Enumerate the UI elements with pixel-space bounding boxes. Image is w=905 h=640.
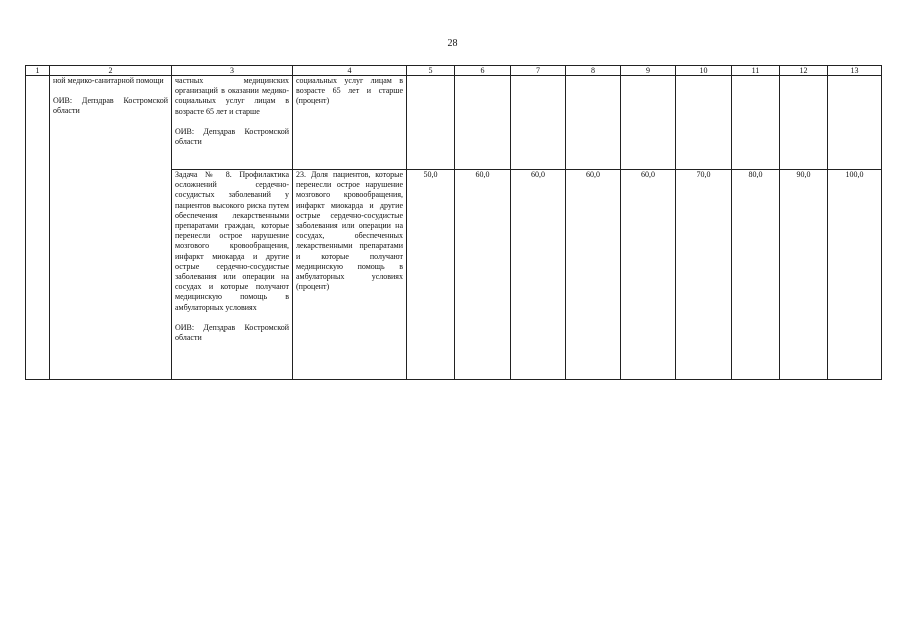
value-cell: 60,0 <box>511 170 566 380</box>
indicator-cell <box>293 170 407 380</box>
value-cell <box>455 76 511 170</box>
program-cell <box>50 76 172 380</box>
value-cell <box>780 76 828 170</box>
indicator-text: 23. Доля пациентов, которые перенесли острое нарушение мозгового кровообращения, инфаркт миокарда и другие острые сердечно-сосудистые заболевания или операции на сосудах, обеспеченных лекарственными препаратами и которые получают медицинскую помощь в амбулаторных условиях (процент) <box>296 170 403 292</box>
column-header: 2 <box>50 66 172 76</box>
value-cell <box>621 76 676 170</box>
indicator-text: социальных услуг лицам в возрасте 65 лет и старше (процент) <box>296 76 403 106</box>
value-cell: 70,0 <box>676 170 732 380</box>
column-header: 7 <box>511 66 566 76</box>
task-text: Задача № 8. Профилактика осложнений сердечно-сосудистых заболеваний у пациентов высокого риска путем обеспечения лекарственными препаратами граждан, которые перенесли острое нарушение мозгового кровообращения, инфаркт миокарда и другие острые сердечно-сосудистые заболевания или операции на сосудах и которые получают медицинскую помощь в амбулаторных условиях <box>175 170 289 312</box>
program-owner: ОИВ: Депздрав Костромской области <box>53 96 168 116</box>
value-cell <box>676 76 732 170</box>
column-number-row <box>26 66 882 76</box>
page-number: 28 <box>447 38 458 49</box>
task-text: частных медицинских организаций в оказании медико-социальных услуг лицам в возрасте 65 лет и старше <box>175 76 289 116</box>
value-cell <box>511 76 566 170</box>
value-cell <box>407 76 455 170</box>
column-header: 10 <box>676 66 732 76</box>
value-cell <box>732 76 780 170</box>
column-header: 5 <box>407 66 455 76</box>
value-cell <box>828 76 882 170</box>
column-header: 4 <box>293 66 407 76</box>
task-cell <box>172 170 293 380</box>
task-owner: ОИВ: Депздрав Костромской области <box>175 126 289 147</box>
column-header: 3 <box>172 66 293 76</box>
column-header: 11 <box>732 66 780 76</box>
column-header: 8 <box>566 66 621 76</box>
value-cell <box>566 76 621 170</box>
task-owner: ОИВ: Депздрав Костромской области <box>175 322 289 343</box>
column-header: 13 <box>828 66 882 76</box>
value-cell: 50,0 <box>407 170 455 380</box>
value-cell: 100,0 <box>828 170 882 380</box>
indicators-table <box>25 65 882 380</box>
value-cell: 80,0 <box>732 170 780 380</box>
row-index-cell <box>26 76 50 380</box>
column-header: 9 <box>621 66 676 76</box>
value-cell: 60,0 <box>566 170 621 380</box>
value-cell: 60,0 <box>455 170 511 380</box>
column-header: 1 <box>26 66 50 76</box>
program-text: ной медико-санитарной помощи <box>53 76 164 85</box>
column-header: 6 <box>455 66 511 76</box>
value-cell: 90,0 <box>780 170 828 380</box>
value-cell: 60,0 <box>621 170 676 380</box>
task-cell <box>172 76 293 170</box>
indicator-cell <box>293 76 407 170</box>
column-header: 12 <box>780 66 828 76</box>
table-row <box>26 76 882 170</box>
